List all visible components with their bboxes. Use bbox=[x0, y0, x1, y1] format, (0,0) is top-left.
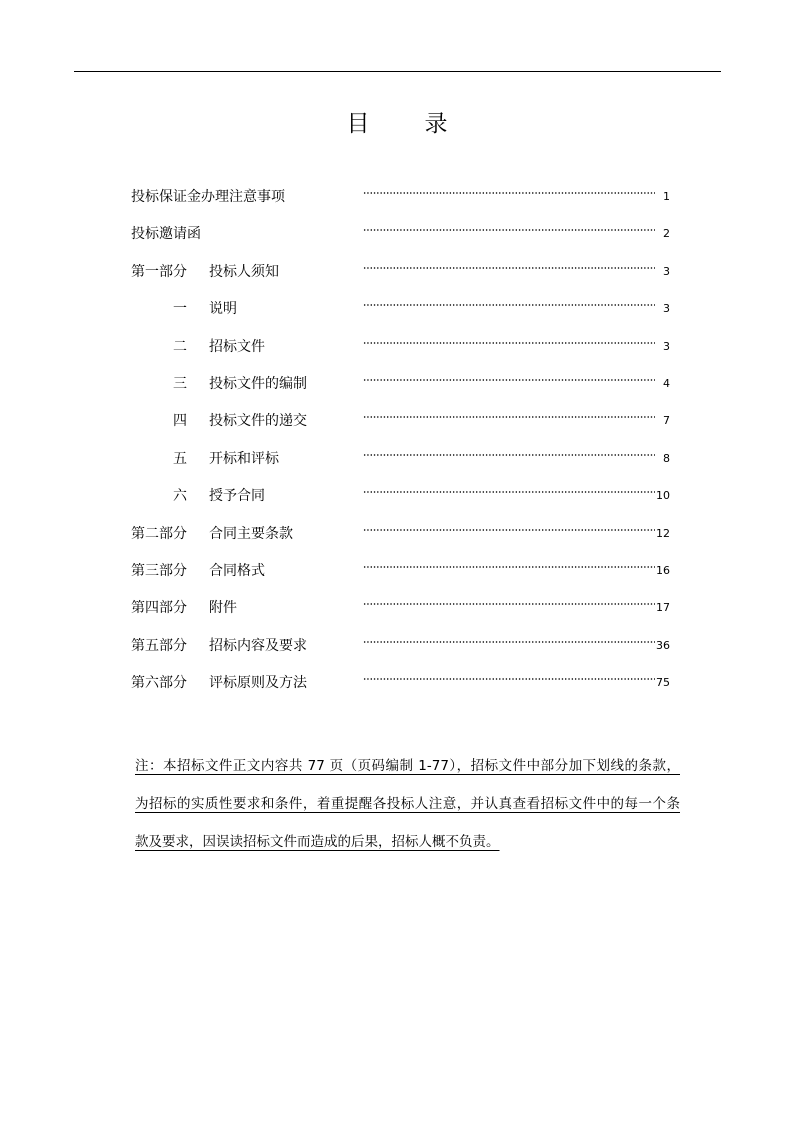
toc-entry-label bbox=[131, 262, 279, 282]
toc-dot-leader bbox=[363, 264, 655, 272]
toc-page-number: 2 bbox=[663, 227, 670, 241]
toc-page-number: 12 bbox=[656, 526, 670, 540]
toc-entry-number: 第六部分 bbox=[131, 675, 187, 692]
toc-dot-leader bbox=[363, 600, 655, 608]
toc-dot-leader bbox=[363, 451, 655, 459]
toc-entry-title: 投标文件的编制 bbox=[209, 376, 307, 392]
toc-page-number: 3 bbox=[663, 302, 670, 316]
title-char-1: 目 bbox=[346, 110, 370, 137]
toc-row[interactable] bbox=[0, 299, 794, 319]
toc-page-number: 16 bbox=[656, 564, 670, 577]
toc-row[interactable] bbox=[0, 636, 794, 656]
toc-entry-number: 第一部分 bbox=[131, 263, 187, 280]
toc-dot-leader bbox=[363, 638, 655, 646]
toc-entry-label bbox=[131, 673, 307, 693]
toc-entry-number: 三 bbox=[173, 376, 187, 392]
toc-row[interactable] bbox=[0, 374, 794, 394]
note-line-2: 为招标的实质性要求和条件，着重提醒各投标人注意，并认真查看招标文件中的每一个条 bbox=[135, 796, 680, 812]
toc-page-number: 17 bbox=[656, 601, 670, 615]
toc-entry-number: 一 bbox=[173, 301, 187, 318]
toc-entry-number: 五 bbox=[173, 450, 187, 467]
toc-entry-title: 附件 bbox=[209, 600, 237, 617]
toc-dot-leader bbox=[363, 339, 655, 347]
toc-entry-number: 二 bbox=[173, 338, 187, 355]
toc-page-number: 75 bbox=[656, 676, 670, 690]
toc-entry-number: 六 bbox=[173, 488, 187, 505]
toc-entry-title: 说明 bbox=[209, 301, 237, 318]
toc-dot-leader bbox=[363, 301, 655, 309]
toc-row[interactable] bbox=[0, 524, 794, 544]
toc-entry-title: 授予合同 bbox=[209, 488, 265, 505]
toc-entry-title: 合同格式 bbox=[209, 563, 265, 579]
toc-dot-leader bbox=[363, 413, 655, 421]
toc-entry-title: 投标邀请函 bbox=[131, 226, 201, 243]
toc-row[interactable] bbox=[0, 598, 794, 618]
toc-page-number: 8 bbox=[663, 451, 670, 465]
toc-row[interactable] bbox=[0, 262, 794, 282]
toc-entry-number: 第五部分 bbox=[131, 637, 187, 654]
toc-row[interactable] bbox=[0, 337, 794, 357]
toc-entry-title: 投标文件的递交 bbox=[209, 413, 307, 430]
toc-row[interactable] bbox=[0, 673, 794, 693]
toc-page-number: 10 bbox=[656, 489, 670, 503]
toc-page-number: 1 bbox=[663, 190, 670, 203]
toc-row[interactable] bbox=[0, 411, 794, 431]
title-char-2: 录 bbox=[424, 110, 448, 137]
toc-dot-leader bbox=[363, 563, 655, 571]
toc-entry-title: 招标内容及要求 bbox=[209, 637, 307, 654]
toc-entry-title: 评标原则及方法 bbox=[209, 675, 307, 692]
toc-entry-number: 第四部分 bbox=[131, 600, 187, 617]
toc-dot-leader bbox=[363, 226, 655, 234]
toc-dot-leader bbox=[363, 376, 655, 384]
note-line-1: 注：本招标文件正文内容共 77 页（页码编制 1-77），招标文件中部分加下划线的条款， bbox=[135, 758, 680, 774]
toc-dot-leader bbox=[363, 488, 655, 496]
toc-entry-number: 四 bbox=[173, 413, 187, 430]
toc-page-number: 3 bbox=[663, 264, 670, 278]
toc-page-number: 3 bbox=[663, 339, 670, 353]
toc-row[interactable] bbox=[0, 561, 794, 581]
toc-dot-leader bbox=[363, 675, 655, 683]
toc-entry-number: 第二部分 bbox=[131, 525, 187, 542]
toc-entry-label bbox=[131, 598, 237, 618]
toc-row[interactable] bbox=[0, 449, 794, 469]
toc-entry-label bbox=[131, 561, 265, 581]
toc-row[interactable] bbox=[0, 187, 794, 207]
toc-entry-number: 第三部分 bbox=[131, 563, 187, 579]
toc-dot-leader bbox=[363, 526, 655, 534]
toc-row[interactable] bbox=[0, 224, 794, 244]
toc-page-number: 7 bbox=[663, 414, 670, 428]
toc-entry-title: 合同主要条款 bbox=[209, 525, 293, 542]
toc-entry-title: 投标保证金办理注意事项 bbox=[131, 189, 285, 205]
toc-page-number: 4 bbox=[663, 377, 670, 390]
toc-entry-label bbox=[131, 524, 293, 544]
toc-page-number: 36 bbox=[656, 638, 670, 652]
note-line-3: 款及要求，因误读招标文件而造成的后果，招标人概不负责。 bbox=[135, 834, 500, 850]
toc-entry-title: 投标人须知 bbox=[209, 263, 279, 280]
toc-dot-leader bbox=[363, 189, 655, 197]
toc-entry-title: 开标和评标 bbox=[209, 450, 279, 467]
toc-entry-label bbox=[131, 636, 307, 656]
toc-entry-title: 招标文件 bbox=[209, 338, 265, 355]
note bbox=[135, 747, 680, 861]
toc-row[interactable] bbox=[0, 486, 794, 506]
